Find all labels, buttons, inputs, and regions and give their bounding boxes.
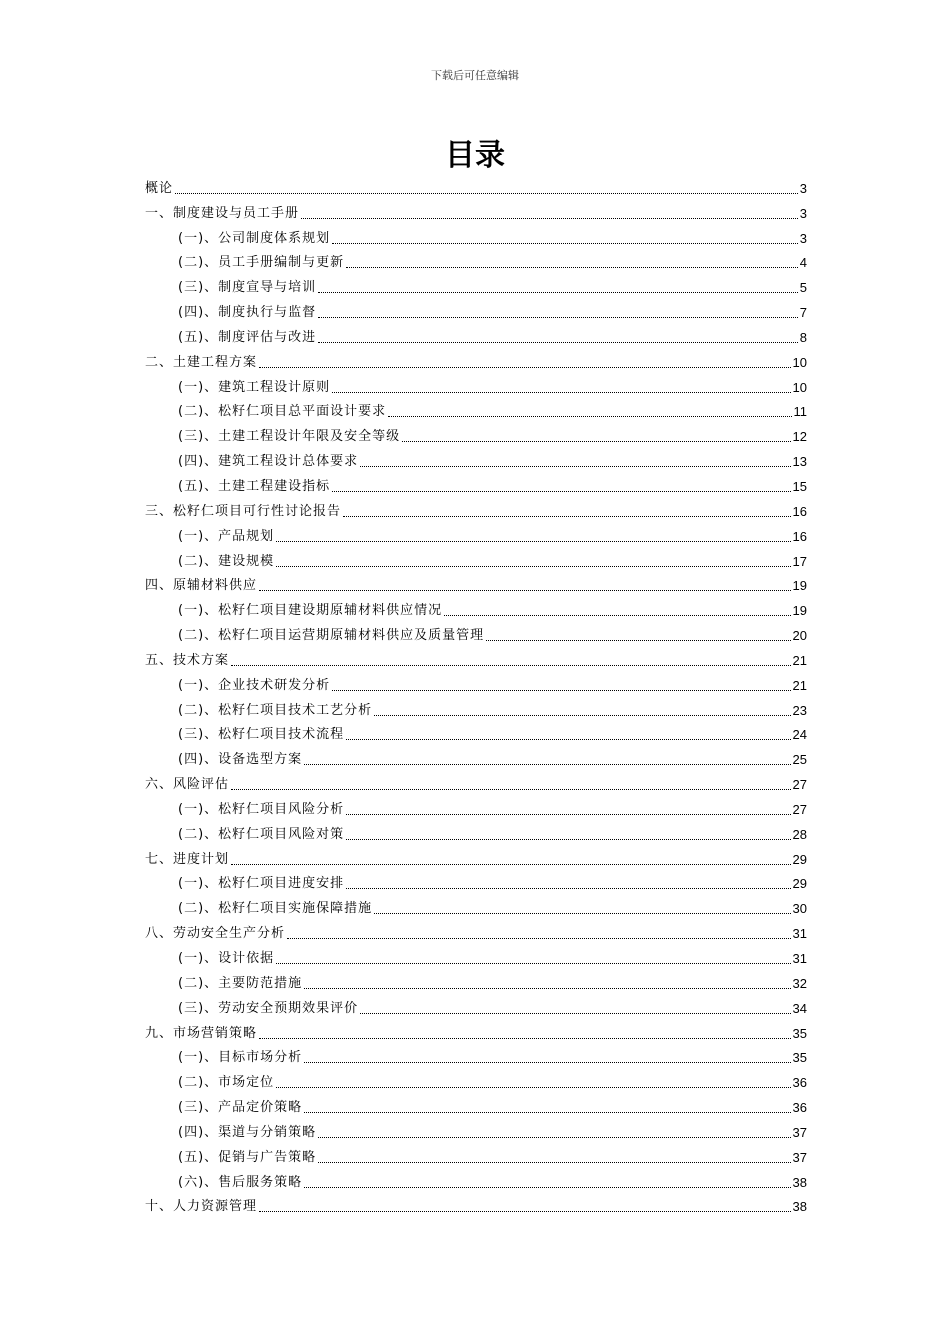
dot-leader bbox=[374, 912, 790, 914]
dot-leader bbox=[231, 664, 791, 666]
toc-entry-label: 七、进度计划 bbox=[145, 851, 230, 867]
toc-page-number: 38 bbox=[792, 1174, 807, 1190]
toc-entry[interactable] bbox=[145, 348, 807, 373]
toc-entry-label: (一)、目标市场分析 bbox=[178, 1050, 303, 1066]
toc-entry-label: (一)、松籽仁项目建设期原辅材料供应情况 bbox=[178, 603, 443, 619]
dot-leader bbox=[231, 863, 791, 865]
toc-subentry[interactable] bbox=[145, 621, 807, 646]
toc-page-number: 5 bbox=[799, 280, 807, 296]
toc-entry-label: (一)、松籽仁项目进度安排 bbox=[178, 876, 345, 892]
toc-entry-label: (一)、公司制度体系规划 bbox=[178, 230, 331, 246]
toc-entry-label: (一)、产品规划 bbox=[178, 528, 275, 544]
toc-page-number: 12 bbox=[792, 429, 807, 445]
toc-entry-label: (三)、土建工程设计年限及安全等级 bbox=[178, 429, 401, 445]
toc-page-number: 16 bbox=[792, 528, 807, 544]
toc-entry[interactable] bbox=[145, 1019, 807, 1044]
toc-subentry[interactable] bbox=[145, 671, 807, 696]
toc-entry-label: (二)、松籽仁项目运营期原辅材料供应及质量管理 bbox=[178, 628, 485, 644]
dot-leader bbox=[332, 490, 790, 492]
toc-subentry[interactable] bbox=[145, 994, 807, 1019]
dot-leader bbox=[304, 1111, 790, 1113]
toc-page-number: 11 bbox=[793, 404, 807, 420]
toc-entry[interactable] bbox=[145, 1193, 807, 1218]
toc-entry-label: (一)、企业技术研发分析 bbox=[178, 677, 331, 693]
toc-subentry[interactable] bbox=[145, 1143, 807, 1168]
toc-page-number: 27 bbox=[792, 777, 807, 793]
toc-entry-label: (四)、制度执行与监督 bbox=[178, 305, 317, 321]
toc-entry-label: (二)、主要防范措施 bbox=[178, 975, 303, 991]
toc-entry-label: (二)、松籽仁项目风险对策 bbox=[178, 826, 345, 842]
toc-entry-label: 一、制度建设与员工手册 bbox=[145, 205, 300, 221]
toc-entry[interactable] bbox=[145, 174, 807, 199]
toc-subentry[interactable] bbox=[145, 1068, 807, 1093]
toc-entry-label: (六)、售后服务策略 bbox=[178, 1174, 303, 1190]
dot-leader bbox=[318, 316, 798, 318]
dot-leader bbox=[486, 639, 790, 641]
toc-entry-label: (二)、松籽仁项目技术工艺分析 bbox=[178, 702, 373, 718]
toc-subentry[interactable] bbox=[145, 596, 807, 621]
toc-entry-label: (三)、产品定价策略 bbox=[178, 1100, 303, 1116]
toc-entry-label: (四)、设备选型方案 bbox=[178, 752, 303, 768]
dot-leader bbox=[318, 1136, 790, 1138]
toc-subentry[interactable] bbox=[145, 894, 807, 919]
dot-leader bbox=[304, 987, 790, 989]
dot-leader bbox=[318, 291, 798, 293]
toc-page-number: 20 bbox=[792, 628, 807, 644]
dot-leader bbox=[374, 714, 790, 716]
toc-subentry[interactable] bbox=[145, 795, 807, 820]
dot-leader bbox=[332, 689, 790, 691]
toc-subentry[interactable] bbox=[145, 249, 807, 274]
toc-entry-label: (三)、制度宣导与培训 bbox=[178, 280, 317, 296]
toc-page-number: 19 bbox=[792, 603, 807, 619]
dot-leader bbox=[304, 763, 790, 765]
toc-page-number: 28 bbox=[792, 826, 807, 842]
dot-leader bbox=[360, 1012, 790, 1014]
toc-entry-label: (四)、建筑工程设计总体要求 bbox=[178, 454, 359, 470]
dot-leader bbox=[231, 788, 791, 790]
dot-leader bbox=[444, 614, 790, 616]
toc-entry[interactable] bbox=[145, 845, 807, 870]
toc-page-number: 3 bbox=[799, 180, 807, 196]
toc-subentry[interactable] bbox=[145, 298, 807, 323]
toc-entry-label: (三)、松籽仁项目技术流程 bbox=[178, 727, 345, 743]
toc-subentry[interactable] bbox=[145, 820, 807, 845]
toc-entry-label: (二)、员工手册编制与更新 bbox=[178, 255, 345, 271]
dot-leader bbox=[346, 813, 790, 815]
toc-entry-label: 二、土建工程方案 bbox=[145, 354, 258, 370]
toc-entry-label: (二)、建设规模 bbox=[178, 553, 275, 569]
page-header: 下载后可任意编辑 bbox=[431, 69, 519, 82]
toc-page-number: 31 bbox=[792, 951, 807, 966]
toc-entry-label: 六、风险评估 bbox=[145, 777, 230, 793]
toc-entry-label: (五)、土建工程建设指标 bbox=[178, 478, 331, 494]
toc-entry-label: (五)、促销与广告策略 bbox=[178, 1149, 317, 1165]
toc-title: 目录 bbox=[445, 138, 505, 173]
toc-subentry[interactable] bbox=[145, 745, 807, 770]
toc-subentry[interactable] bbox=[145, 522, 807, 547]
dot-leader bbox=[332, 391, 790, 393]
dot-leader bbox=[304, 1061, 790, 1063]
toc-page-number: 10 bbox=[792, 354, 807, 370]
toc-entry[interactable] bbox=[145, 497, 807, 522]
toc-entry[interactable] bbox=[145, 919, 807, 944]
toc-page-number: 3 bbox=[799, 205, 807, 221]
toc-page-number: 3 bbox=[799, 230, 807, 246]
dot-leader bbox=[276, 1086, 790, 1088]
toc-subentry[interactable] bbox=[145, 398, 807, 423]
toc-page-number: 17 bbox=[792, 553, 807, 569]
toc-page-number: 13 bbox=[792, 454, 807, 470]
dot-leader bbox=[259, 589, 791, 591]
toc-entry-label: (一)、松籽仁项目风险分析 bbox=[178, 801, 345, 817]
toc-page-number: 10 bbox=[792, 379, 807, 395]
toc-entry-label: (一)、建筑工程设计原则 bbox=[178, 379, 331, 395]
toc-page-number: 29 bbox=[792, 851, 807, 867]
toc-entry-label: 十、人力资源管理 bbox=[145, 1199, 258, 1215]
toc-subentry[interactable] bbox=[145, 1044, 807, 1069]
table-of-contents bbox=[145, 174, 807, 1217]
toc-page-number: 21 bbox=[792, 652, 807, 668]
toc-page-number: 36 bbox=[792, 1075, 807, 1091]
dot-leader bbox=[346, 838, 790, 840]
dot-leader bbox=[276, 540, 790, 542]
toc-subentry[interactable] bbox=[145, 472, 807, 497]
toc-entry[interactable] bbox=[145, 572, 807, 597]
toc-page-number: 37 bbox=[792, 1124, 807, 1140]
toc-page-number: 25 bbox=[792, 752, 807, 768]
toc-entry-label: 概论 bbox=[145, 180, 174, 196]
dot-leader bbox=[346, 887, 790, 889]
toc-subentry[interactable] bbox=[145, 721, 807, 746]
toc-entry-label: (二)、松籽仁项目实施保障措施 bbox=[178, 901, 373, 917]
dot-leader bbox=[402, 440, 790, 442]
toc-entry-label: 三、松籽仁项目可行性讨论报告 bbox=[145, 503, 342, 519]
toc-subentry[interactable] bbox=[145, 447, 807, 472]
toc-entry[interactable] bbox=[145, 770, 807, 795]
toc-page-number: 19 bbox=[792, 578, 807, 594]
dot-leader bbox=[304, 1186, 790, 1188]
toc-page-number: 7 bbox=[799, 305, 807, 321]
toc-page-number: 4 bbox=[799, 255, 807, 271]
dot-leader bbox=[301, 217, 798, 219]
toc-page-number: 38 bbox=[792, 1199, 807, 1215]
toc-page-number: 16 bbox=[792, 503, 807, 519]
toc-subentry[interactable] bbox=[145, 273, 807, 298]
dot-leader bbox=[318, 1161, 790, 1163]
dot-leader bbox=[346, 738, 790, 740]
dot-leader bbox=[259, 366, 791, 368]
toc-page-number: 35 bbox=[792, 1050, 807, 1066]
toc-subentry[interactable] bbox=[145, 373, 807, 398]
toc-page-number: 21 bbox=[792, 677, 807, 693]
toc-page-number: 30 bbox=[792, 901, 807, 917]
dot-leader bbox=[175, 192, 798, 194]
toc-subentry[interactable] bbox=[145, 547, 807, 572]
toc-page-number: 27 bbox=[792, 801, 807, 817]
toc-page-number: 29 bbox=[792, 876, 807, 892]
toc-entry[interactable] bbox=[145, 199, 807, 224]
toc-page-number: 15 bbox=[792, 478, 807, 494]
dot-leader bbox=[259, 1210, 791, 1212]
toc-page-number: 32 bbox=[792, 975, 807, 991]
toc-entry-label: 五、技术方案 bbox=[145, 652, 230, 668]
toc-entry[interactable] bbox=[145, 646, 807, 671]
toc-page-number: 23 bbox=[792, 702, 807, 718]
toc-entry-label: 八、劳动安全生产分析 bbox=[145, 926, 286, 942]
toc-page-number: 36 bbox=[792, 1100, 807, 1116]
toc-page-number: 31 bbox=[792, 926, 807, 942]
toc-subentry[interactable] bbox=[145, 1118, 807, 1143]
toc-subentry[interactable] bbox=[145, 944, 807, 969]
toc-subentry[interactable] bbox=[145, 696, 807, 721]
toc-entry-label: 九、市场营销策略 bbox=[145, 1025, 258, 1041]
toc-subentry[interactable] bbox=[145, 1093, 807, 1118]
dot-leader bbox=[259, 1037, 791, 1039]
dot-leader bbox=[388, 415, 791, 417]
dot-leader bbox=[276, 565, 790, 567]
toc-subentry[interactable] bbox=[145, 1168, 807, 1193]
dot-leader bbox=[343, 515, 791, 517]
dot-leader bbox=[360, 465, 790, 467]
toc-subentry[interactable] bbox=[145, 422, 807, 447]
toc-subentry[interactable] bbox=[145, 870, 807, 895]
dot-leader bbox=[346, 266, 798, 268]
toc-page-number: 24 bbox=[792, 727, 807, 743]
toc-entry-label: (二)、市场定位 bbox=[178, 1075, 275, 1091]
toc-entry-label: (三)、劳动安全预期效果评价 bbox=[178, 1000, 359, 1016]
toc-subentry[interactable] bbox=[145, 323, 807, 348]
toc-entry-label: (四)、渠道与分销策略 bbox=[178, 1124, 317, 1140]
toc-entry-label: (一)、设计依据 bbox=[178, 951, 275, 966]
toc-entry-label: (二)、松籽仁项目总平面设计要求 bbox=[178, 404, 387, 420]
dot-leader bbox=[332, 242, 798, 244]
toc-page-number: 8 bbox=[799, 329, 807, 345]
dot-leader bbox=[287, 937, 791, 939]
toc-page-number: 34 bbox=[792, 1000, 807, 1016]
dot-leader bbox=[276, 962, 790, 964]
toc-page-number: 35 bbox=[792, 1025, 807, 1041]
toc-entry-label: (五)、制度评估与改进 bbox=[178, 329, 317, 345]
dot-leader bbox=[318, 341, 798, 343]
toc-subentry[interactable] bbox=[145, 969, 807, 994]
toc-page-number: 37 bbox=[792, 1149, 807, 1165]
toc-subentry[interactable] bbox=[145, 224, 807, 249]
toc-entry-label: 四、原辅材料供应 bbox=[145, 578, 258, 594]
